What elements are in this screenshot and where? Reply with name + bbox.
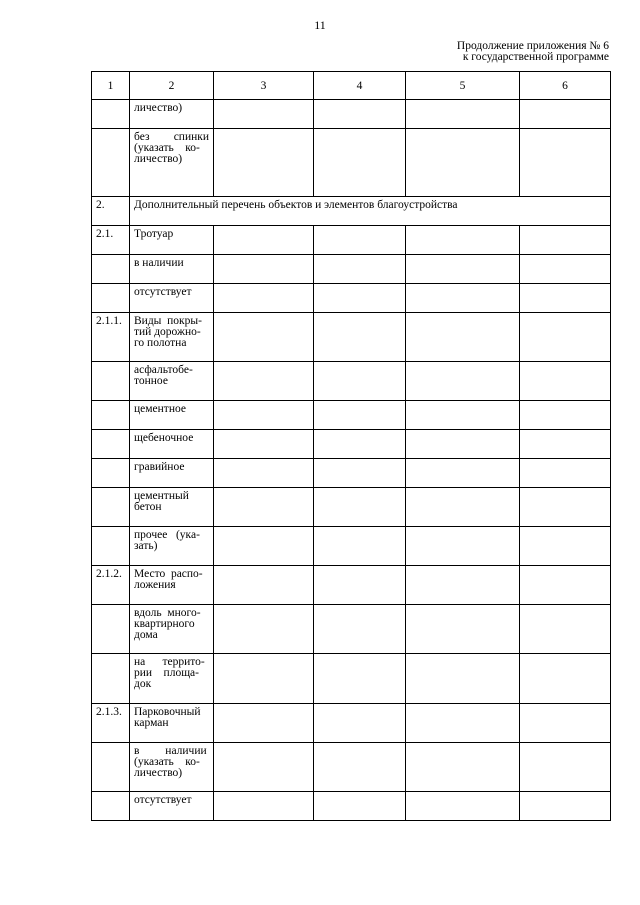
table-row [92,605,611,654]
empty-cell [520,488,611,527]
empty-cell [214,605,314,654]
row-label: Тротуар [130,226,214,255]
row-number: 2. [92,197,130,226]
row-number: 2.1.2. [92,566,130,605]
row-label: гравийное [130,459,214,488]
header-cell: 6 [520,72,611,100]
empty-cell [520,255,611,284]
empty-cell [214,488,314,527]
row-number [92,743,130,792]
empty-cell [314,284,406,313]
empty-cell [520,129,611,197]
empty-cell [520,226,611,255]
empty-cell [314,488,406,527]
row-number: 2.1. [92,226,130,255]
row-label: в наличии (указать ко- личество) [130,743,214,792]
empty-cell [520,704,611,743]
row-label: вдоль много- квартирного дома [130,605,214,654]
empty-cell [214,100,314,129]
empty-cell [406,704,520,743]
table-row [92,255,611,284]
empty-cell [406,226,520,255]
row-number [92,527,130,566]
row-number [92,255,130,284]
empty-cell [314,313,406,362]
appendix-note-line-1: Продолжение приложения № 6 [456,40,609,52]
empty-cell [214,654,314,704]
empty-cell [520,527,611,566]
row-label: Виды покры- тий дорожно- го полотна [130,313,214,362]
row-label: цементный бетон [130,488,214,527]
table-row [92,284,611,313]
table-row [92,129,611,197]
page-number: 11 [314,18,326,32]
appendix-note [457,41,609,63]
row-label: на террито- рии площа- док [130,654,214,704]
table-row [92,313,611,362]
empty-cell [406,488,520,527]
empty-cell [406,313,520,362]
row-number [92,100,130,129]
empty-cell [406,605,520,654]
row-label: цементное [130,401,214,430]
empty-cell [314,527,406,566]
row-number [92,129,130,197]
empty-cell [314,654,406,704]
empty-cell [314,226,406,255]
empty-cell [214,743,314,792]
row-label: щебеночное [130,430,214,459]
empty-cell [214,792,314,821]
empty-cell [314,605,406,654]
table-row [92,401,611,430]
table-row-section [92,197,611,226]
empty-cell [520,362,611,401]
empty-cell [406,401,520,430]
table-row [92,362,611,401]
row-label: в наличии [130,255,214,284]
empty-cell [314,430,406,459]
empty-cell [406,792,520,821]
empty-cell [314,100,406,129]
row-label: отсутствует [130,284,214,313]
empty-cell [214,129,314,197]
row-number [92,430,130,459]
row-number [92,654,130,704]
empty-cell [520,459,611,488]
empty-cell [214,566,314,605]
row-number [92,488,130,527]
table-row [92,459,611,488]
empty-cell [406,459,520,488]
empty-cell [314,362,406,401]
empty-cell [214,284,314,313]
row-label: без спинки (указать ко- личество) [130,129,214,197]
header-cell: 2 [130,72,214,100]
table-row [92,743,611,792]
empty-cell [314,566,406,605]
table-row [92,566,611,605]
empty-cell [406,743,520,792]
appendix-note-line-2: к государственной программе [462,51,609,63]
table-row [92,226,611,255]
empty-cell [214,527,314,566]
row-number [92,401,130,430]
row-label: прочее (ука- зать) [130,527,214,566]
row-number [92,792,130,821]
empty-cell [520,654,611,704]
table-header-row [92,72,611,100]
table-row [92,792,611,821]
row-label: Парковочный карман [130,704,214,743]
empty-cell [314,743,406,792]
empty-cell [214,226,314,255]
empty-cell [214,704,314,743]
empty-cell [214,255,314,284]
empty-cell [406,100,520,129]
row-label: отсутствует [130,792,214,821]
empty-cell [406,129,520,197]
empty-cell [520,430,611,459]
empty-cell [314,792,406,821]
header-cell: 5 [406,72,520,100]
row-number: 2.1.1. [92,313,130,362]
empty-cell [314,255,406,284]
empty-cell [406,284,520,313]
empty-cell [406,654,520,704]
empty-cell [214,459,314,488]
row-label: асфальтобе- тонное [130,362,214,401]
header-cell: 4 [314,72,406,100]
empty-cell [406,255,520,284]
empty-cell [520,100,611,129]
row-label: личество) [130,100,214,129]
empty-cell [214,362,314,401]
empty-cell [520,743,611,792]
section-label: Дополнительный перечень объектов и элементов благоустройства [130,197,611,226]
empty-cell [214,401,314,430]
empty-cell [406,566,520,605]
table-row [92,527,611,566]
empty-cell [314,704,406,743]
empty-cell [406,527,520,566]
table-row [92,488,611,527]
table-row [92,100,611,129]
empty-cell [214,430,314,459]
header-cell: 1 [92,72,130,100]
empty-cell [214,313,314,362]
header-cell: 3 [214,72,314,100]
empty-cell [520,284,611,313]
row-number [92,362,130,401]
table-row [92,430,611,459]
empty-cell [406,430,520,459]
empty-cell [314,129,406,197]
empty-cell [520,313,611,362]
row-number [92,284,130,313]
row-number [92,605,130,654]
empty-cell [314,401,406,430]
empty-cell [406,362,520,401]
objects-table [91,71,611,821]
empty-cell [520,605,611,654]
row-number [92,459,130,488]
table-row [92,654,611,704]
empty-cell [520,792,611,821]
row-label: Место распо- ложения [130,566,214,605]
empty-cell [520,566,611,605]
row-number: 2.1.3. [92,704,130,743]
table-row [92,704,611,743]
empty-cell [520,401,611,430]
empty-cell [314,459,406,488]
